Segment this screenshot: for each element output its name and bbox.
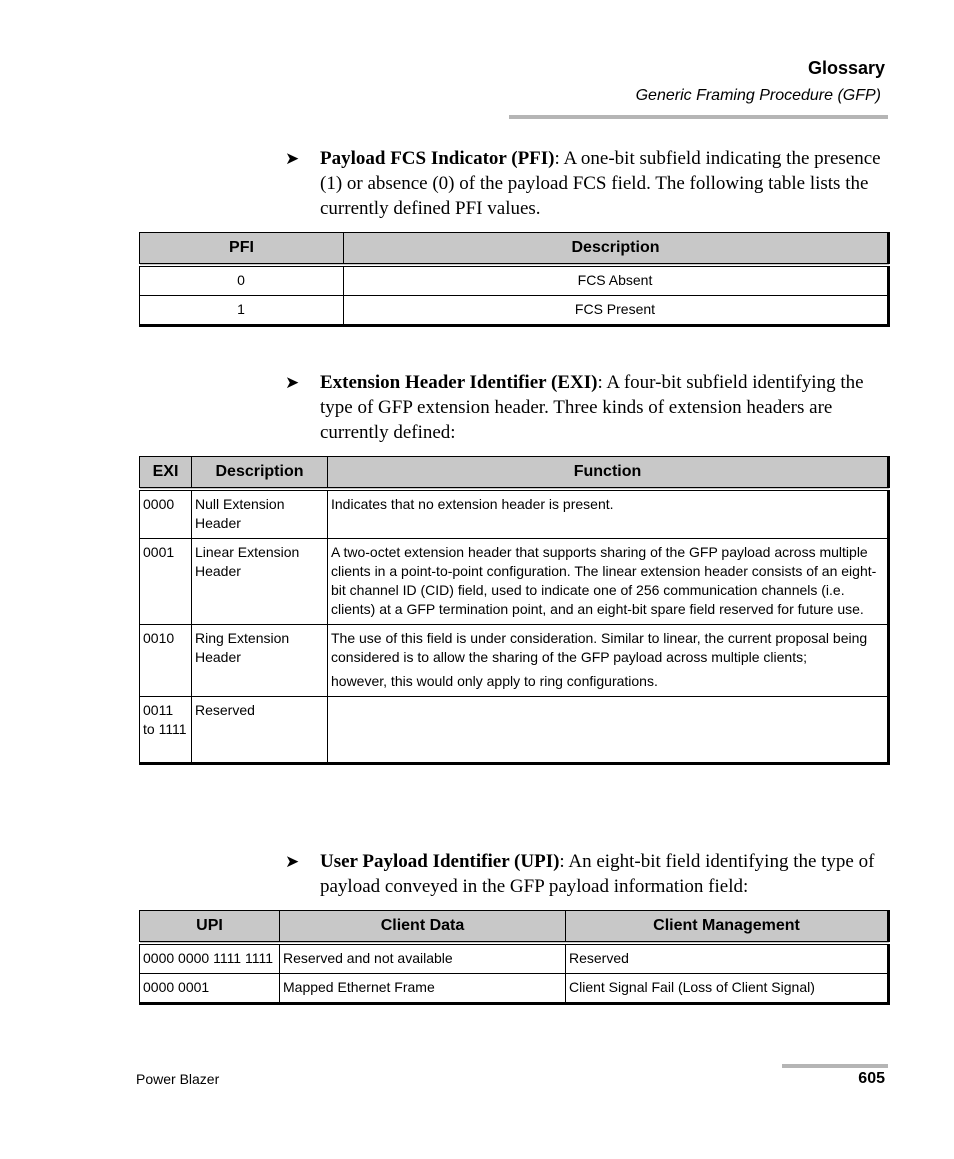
table-header-row: [140, 233, 889, 266]
exi-definition: [285, 370, 885, 445]
exi-function: [328, 489, 889, 539]
upi-client-data: Reserved and not available: [280, 943, 566, 974]
exi-description: Reserved: [192, 697, 328, 764]
page-number: 605: [858, 1070, 885, 1087]
pfi-term: Payload FCS Indicator (PFI): [320, 148, 555, 169]
exi-code: 0001: [140, 539, 192, 625]
upi-definition: [285, 849, 885, 899]
upi-value: 0000 0001: [140, 974, 280, 1004]
page-section-title: Glossary: [807, 58, 885, 78]
upi-text: : An eight-bit field identifying the type of payload conveyed in the GFP payload information field:: [320, 851, 875, 897]
bullet-arrow-icon: ➤: [285, 852, 300, 871]
exi-function: [328, 539, 889, 625]
column-header-client-data: Client Data: [280, 911, 566, 944]
table-header-row: [140, 457, 889, 490]
exi-function: [328, 697, 889, 764]
table-row: [140, 296, 889, 326]
exi-description: Linear Extension Header: [192, 539, 328, 625]
table-row: [140, 539, 889, 625]
exi-text: : A four-bit subfield identifying the type of GFP extension header. Three kinds of extension headers are currently defined:: [320, 372, 864, 443]
bullet-arrow-icon: ➤: [285, 149, 300, 168]
header-divider: [509, 115, 888, 119]
pfi-value: 0: [140, 265, 344, 296]
upi-table: [139, 910, 890, 1005]
exi-function-text: Indicates that no extension header is present.: [331, 496, 614, 512]
exi-code: 0010: [140, 625, 192, 697]
pfi-value: 1: [140, 296, 344, 326]
product-name: Power Blazer: [136, 1071, 220, 1087]
table-row: [140, 974, 889, 1004]
column-header-function: Function: [328, 457, 889, 490]
exi-code: 0011 to 1111: [140, 697, 192, 764]
pfi-definition: [285, 146, 885, 221]
upi-client-data: Mapped Ethernet Frame: [280, 974, 566, 1004]
table-row: [140, 265, 889, 296]
column-header-description: Description: [192, 457, 328, 490]
exi-function-text: A two-octet extension header that supports sharing of the GFP payload across multiple clients in a point-to-point configuration. The linear extension header consists of an eight-bit channel ID (CID) field, used to indicate one of 256 communication channels (i.e. clients) at a GFP termination point, and an eight-bit spare field reserved for future use.: [331, 544, 877, 617]
table-row: [140, 489, 889, 539]
column-header-pfi: PFI: [140, 233, 344, 266]
exi-function-text-continued: however, this would only apply to ring configurations.: [331, 673, 658, 689]
exi-term: Extension Header Identifier (EXI): [320, 372, 598, 393]
exi-description: Ring Extension Header: [192, 625, 328, 697]
exi-table: [139, 456, 890, 765]
exi-function: [328, 625, 889, 697]
pfi-table: [139, 232, 890, 327]
table-row: [140, 943, 889, 974]
pfi-description: FCS Present: [344, 296, 889, 326]
exi-code: 0000: [140, 489, 192, 539]
column-header-description: Description: [344, 233, 889, 266]
column-header-upi: UPI: [140, 911, 280, 944]
exi-description: Null Extension Header: [192, 489, 328, 539]
table-row: [140, 697, 889, 764]
table-header-row: [140, 911, 889, 944]
table-row: [140, 625, 889, 697]
footer-divider: [782, 1064, 888, 1068]
exi-function-text: The use of this field is under consideration. Similar to linear, the current proposal being considered is to allow the sharing of the GFP payload across multiple clients;: [331, 630, 868, 665]
pfi-text: : A one-bit subfield indicating the presence (1) or absence (0) of the payload FCS field. The following table lists the currently defined PFI values.: [320, 148, 881, 219]
pfi-description: FCS Absent: [344, 265, 889, 296]
upi-value: 0000 0000 1111 1111: [140, 943, 280, 974]
column-header-client-management: Client Management: [566, 911, 889, 944]
column-header-exi: EXI: [140, 457, 192, 490]
upi-term: User Payload Identifier (UPI): [320, 851, 560, 872]
bullet-arrow-icon: ➤: [285, 373, 300, 392]
upi-client-management: Reserved: [566, 943, 889, 974]
upi-client-management: Client Signal Fail (Loss of Client Signal): [566, 974, 889, 1004]
page-subsection-title: Generic Framing Procedure (GFP): [635, 87, 881, 104]
